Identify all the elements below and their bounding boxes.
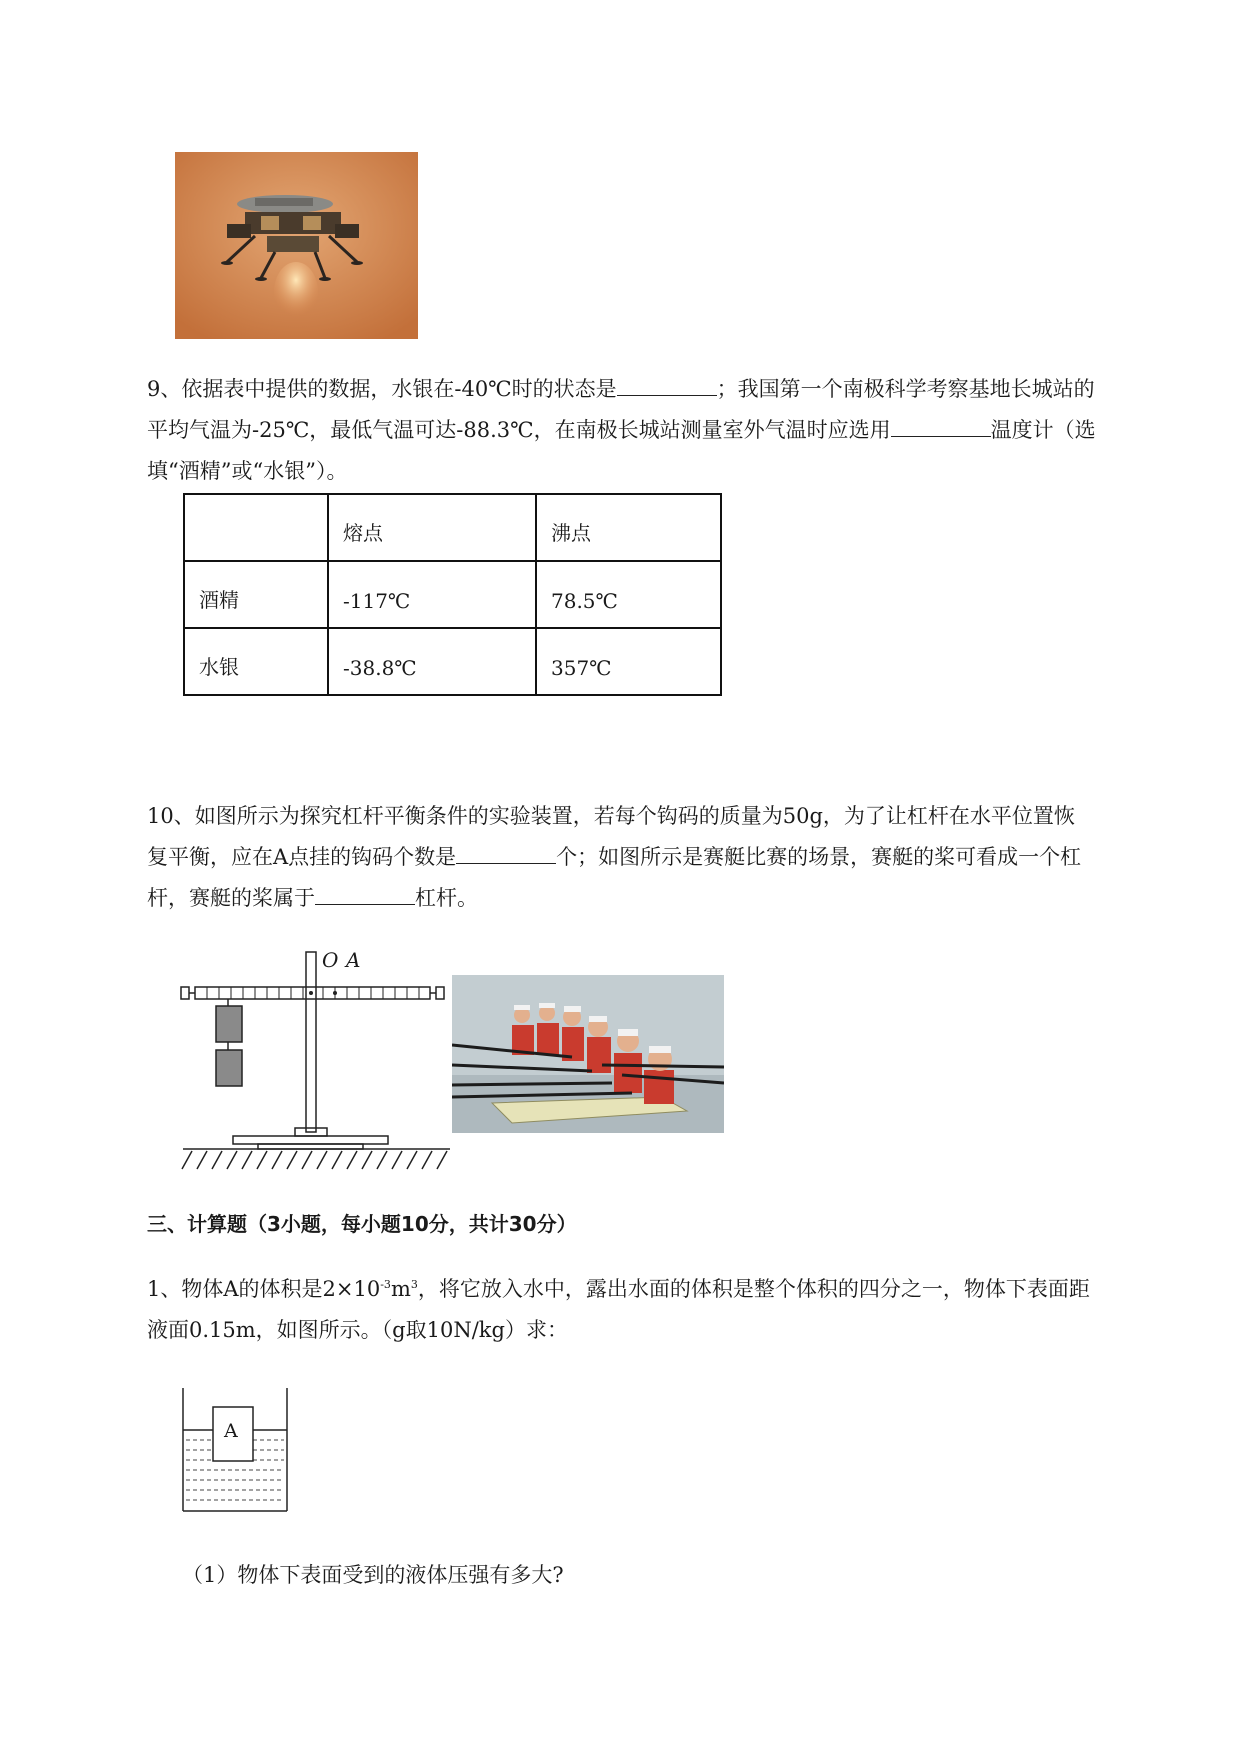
block-a-label: A <box>224 1420 238 1442</box>
table-cell: 沸点 <box>536 494 721 561</box>
table-row <box>184 561 721 628</box>
table-cell: 78.5℃ <box>536 561 721 628</box>
ground-hatching <box>180 1149 455 1173</box>
table-cell: 酒精 <box>184 561 328 628</box>
table-cell: 357℃ <box>536 628 721 695</box>
water-container-diagram <box>180 1388 290 1513</box>
table-cell: -117℃ <box>328 561 536 628</box>
answer-blank[interactable] <box>891 414 991 437</box>
pivot-o-label: O <box>322 948 339 972</box>
question-10-text: 10、如图所示为探究杠杆平衡条件的实验装置，若每个钩码的质量为50g，为了让杠杆在水平位置恢 复平衡，应在A点挂的钩码个数是 个；如图所示是赛艇比赛的场景，赛艇的桨可看成一个杠 杆，赛艇的桨属于 杠杆。 <box>147 804 1082 910</box>
answer-blank[interactable] <box>617 373 717 396</box>
melting-boiling-table <box>183 493 722 696</box>
question-9-text: 9、依据表中提供的数据，水银在-40℃时的状态是 ；我国第一个南极科学考察基地长城站的 平均气温为-25℃，最低气温可达-88.3℃，在南极长城站测量室外气温时应选用 温度计（选 填“酒精”或“水银”）。 <box>147 369 1162 492</box>
table-header-row <box>184 494 721 561</box>
answer-blank[interactable] <box>315 882 415 905</box>
rowing-boat-image <box>452 975 724 1133</box>
point-a-label: A <box>346 948 361 972</box>
section-3-title: 三、计算题（3小题，每小题10分，共计30分） <box>147 1212 577 1236</box>
table-cell: 水银 <box>184 628 328 695</box>
table-row <box>184 628 721 695</box>
lever-apparatus-diagram <box>178 950 453 1150</box>
answer-blank[interactable] <box>456 841 556 864</box>
sub-question-1: （1）物体下表面受到的液体压强有多大? <box>182 1563 564 1587</box>
mars-lander-image <box>175 152 418 339</box>
table-cell: 熔点 <box>328 494 536 561</box>
calc-question-1-text: 1、物体A的体积是$2\times 10^{-3}m^3$，将它放入水中，露出水面的体积是整个体积的四分之一，物体下表面距 液面0.15m，如图所示。（g取10N/kg）求： <box>147 1277 1090 1342</box>
table-cell <box>184 494 328 561</box>
table-cell: -38.8℃ <box>328 628 536 695</box>
